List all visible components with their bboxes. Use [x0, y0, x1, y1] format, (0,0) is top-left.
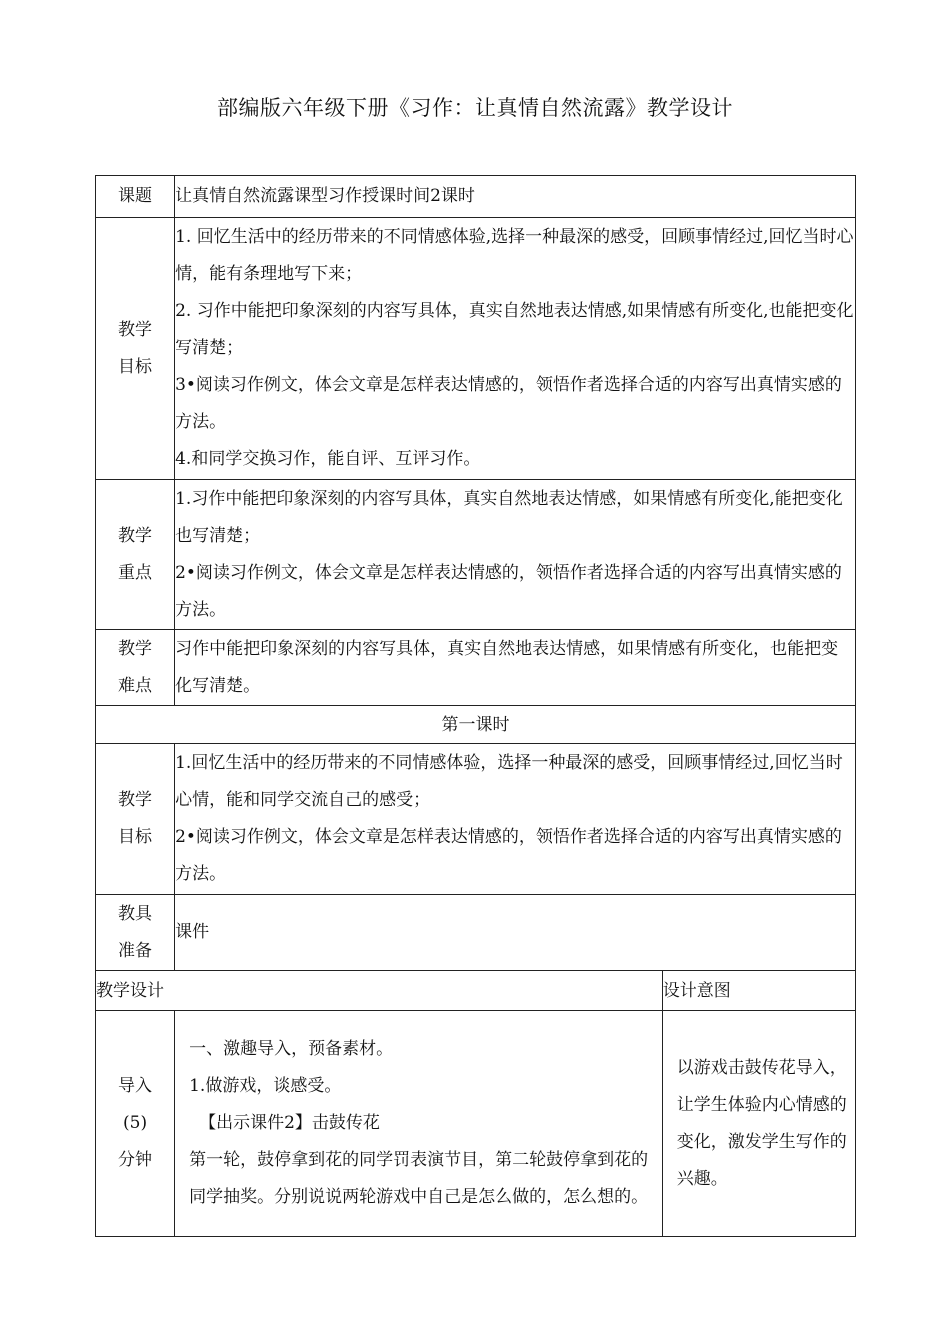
lesson-goals-content [175, 744, 856, 895]
goals-label: 教学 目标 [96, 218, 175, 480]
key-points-label: 教学 重点 [96, 480, 175, 630]
intro-line: 【出示课件2】击鼓传花 [199, 1113, 380, 1133]
document-title: 部编版六年级下册《习作：让真情自然流露》教学设计 [217, 96, 733, 120]
intro-line: 一、激趣导入，预备素材。 [189, 1039, 394, 1059]
lesson-goals-label: 教学 目标 [96, 744, 175, 895]
materials-row [96, 895, 856, 971]
intro-intent: 以游戏击鼓传花导入，让学生体验内心情感的变化，激发学生写作的兴趣。 [662, 1011, 855, 1237]
intro-line: 1.做游戏，谈感受。 [189, 1076, 342, 1096]
goals-content [175, 218, 856, 480]
goal-item: 2. 习作中能把印象深刻的内容写具体，真实自然地表达情感,如果情感有所变化,也能把变化写清楚； [175, 301, 854, 358]
intro-content [175, 1011, 663, 1237]
lesson-goals-row [96, 744, 856, 895]
difficulties-row [96, 630, 856, 706]
intro-line: 第一轮，鼓停拿到花的同学罚表演节目，第二轮鼓停拿到花的同学抽奖。分别说说两轮游戏中自己是怎么做的，怎么想的。 [189, 1150, 649, 1207]
key-points-content [175, 480, 856, 630]
key-point-item: 2•阅读习作例文，体会文章是怎样表达情感的，领悟作者选择合适的内容写出真情实感的方法。 [175, 562, 842, 620]
difficulties-content: 习作中能把印象深刻的内容写具体，真实自然地表达情感，如果情感有所变化，也能把变化写清楚。 [175, 630, 856, 706]
goal-item: 4.和同学交换习作，能自评、互评习作。 [175, 449, 481, 469]
lesson-one-heading: 第一课时 [96, 706, 856, 744]
lesson-one-row [96, 706, 856, 744]
lesson-goal-item: 2•阅读习作例文，体会文章是怎样表达情感的，领悟作者选择合适的内容写出真情实感的方法。 [175, 827, 842, 884]
intro-label: 导入 (5) 分钟 [96, 1011, 175, 1237]
design-header-row [96, 971, 856, 1011]
lesson-plan-table [95, 175, 856, 1237]
topic-label: 课题 [96, 176, 175, 218]
key-point-item: 1.习作中能把印象深刻的内容写具体，真实自然地表达情感，如果情感有所变化,能把变化也写清楚； [175, 488, 843, 546]
goal-item: 1. 回忆生活中的经历带来的不同情感体验,选择一种最深的感受，回顾事情经过,回忆当时心情，能有条理地写下来； [175, 227, 854, 284]
goal-item: 3•阅读习作例文，体会文章是怎样表达情感的，领悟作者选择合适的内容写出真情实感的方法。 [175, 375, 842, 432]
materials-value: 课件 [175, 895, 856, 971]
intro-row [96, 1011, 856, 1237]
difficulties-label: 教学 难点 [96, 630, 175, 706]
goals-row [96, 218, 856, 480]
materials-label: 教具 准备 [96, 895, 175, 971]
key-points-row [96, 480, 856, 630]
design-header-right: 设计意图 [662, 971, 855, 1011]
design-header-left: 教学设计 [96, 971, 663, 1011]
topic-value: 让真情自然流露课型习作授课时间2课时 [175, 176, 856, 218]
lesson-goal-item: 1.回忆生活中的经历带来的不同情感体验，选择一种最深的感受，回顾事情经过,回忆当时心情，能和同学交流自己的感受； [175, 753, 843, 810]
topic-row [96, 176, 856, 218]
